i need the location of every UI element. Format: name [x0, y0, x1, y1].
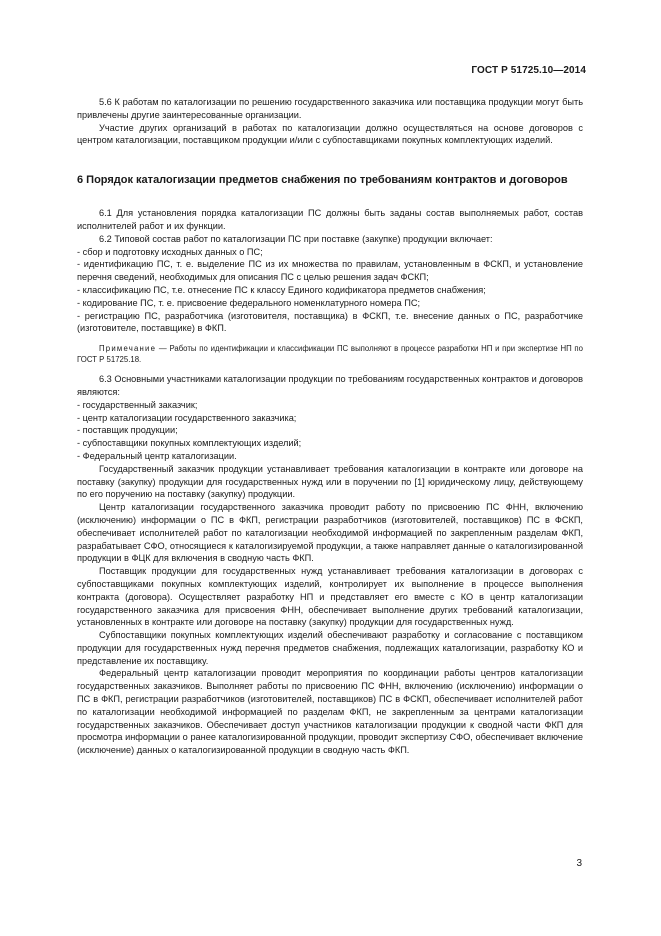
list-item: - субпоставщики покупных комплектующих изделий; — [77, 438, 302, 449]
paragraph-6-2: 6.2 Типовой состав работ по каталогизации ПС при поставке (закупке) продукции включает: — [99, 233, 493, 244]
paragraph-6-1: 6.1 Для установления порядка каталогизации ПС должны быть заданы состав выполняемых работ, состав исполнителей работ и их функции. — [77, 208, 583, 231]
note-label: Примечание — [99, 344, 157, 354]
list-item: - идентификацию ПС, т. е. выделение ПС из их множества по правилам, установленным в ФСКП, и установление перечня сведений, необходимых для описания ПС с целью решения задач ФСКП; — [77, 259, 583, 283]
list-item: - поставщик продукции; — [77, 425, 178, 436]
paragraph-subsuppliers: Субпоставщики покупных комплектующих изделий обеспечивают разработку и согласование с поставщиком продукции для государственных нужд перечня предметов снабжения, подлежащих каталогизации, разработку КО и представление их поставщику. — [77, 630, 583, 666]
paragraph-supplier: Поставщик продукции для государственных нужд устанавливает требования каталогизации в договорах с субпоставщиками покупных комплектующих изделий, контролирует их выполнение в процессе выполнения контракта (договора). Осуществляет разработку НП и представляет его вместе с КО в центр каталогизации государственного заказчика для присвоения ФНН, обеспечивает выполнение других требований каталогизации, установленных в контракте или договоре на поставку (закупку) продукции для государственных нужд. — [77, 566, 583, 628]
list-item: - регистрацию ПС, разработчика (изготовителя, поставщика) в ФСКП, т.е. внесение данных о ПС, разработчике (изготовителе, поставщике) в ФКП. — [77, 310, 583, 334]
list-item: - Федеральный центр каталогизации. — [77, 450, 237, 461]
list-item: - сбор и подготовку исходных данных о ПС; — [77, 246, 263, 257]
list-item: - классификацию ПС, т.е. отнесение ПС к классу Единого кодификатора предметов снабжения; — [77, 284, 486, 295]
list-item: - государственный заказчик; — [77, 399, 198, 410]
list-item: - центр каталогизации государственного заказчика; — [77, 412, 297, 423]
list-item: - кодирование ПС, т. е. присвоение федерального номенклатурного номера ПС; — [77, 297, 421, 308]
document-body — [77, 96, 583, 757]
section-6-title: 6 Порядок каталогизации предметов снабжения по требованиям контрактов и договоров — [77, 174, 568, 187]
page-number: 3 — [576, 858, 582, 869]
paragraph-federal-center: Федеральный центр каталогизации проводит мероприятия по координации работы центров каталогизации государственных заказчиков. Выполняет работы по присвоению ПС ФНН, включению (исключению) информации о ПС в ФКП, регистрации разработчиков (изготовителей, поставщиков) ПС в ФСКП, обеспечивает исполнителей работ по каталогизации необходимой информацией по разделам ФКП, не закрепленным за центрами каталогизации государственных заказчиков. Обеспечивает доступ участников каталогизации продукции к сводной части ФКП для просмотра информации о ранее каталогизированной продукции, проводит экспертизу СФО, обеспечивает включение (исключение) данных о каталогизированной продукции в сводную часть ФКП. — [77, 668, 583, 756]
paragraph-catalog-center: Центр каталогизации государственного заказчика проводит работу по присвоению ПС ФНН, включению (исключению) информации о ПС в ФКП, регистрации разработчиков (изготовителей, поставщиков) ПС в ФСКП, обеспечивает исполнителей работ по каталогизации необходимой информацией по закрепленным разделам ФКП, разрабатывает СФО, относящиеся к каталогизируемой продукции, а также направляет данные о каталогизированной продукции в ФЦК для включения в сводную часть ФКП. — [77, 502, 583, 564]
note — [77, 343, 583, 365]
paragraph-participation: Участие других организаций в работах по каталогизации должно осуществляться на основе договоров с центром каталогизации, поставщиком продукции и/или с субпоставщиками покупных комплектующих изделий. — [77, 122, 583, 146]
paragraph-customer: Государственный заказчик продукции устанавливает требования каталогизации в контракте или договоре на поставку (закупку) продукции для государственных нужд или в поручении по [1] юридическому лицу, действующему по его поручению на поставку (закупку) продукции. — [77, 463, 583, 500]
paragraph-6-3: 6.3 Основными участниками каталогизации продукции по требованиям государственных контрактов и договоров являются: — [77, 374, 583, 397]
document-code: ГОСТ Р 51725.10—2014 — [471, 65, 586, 76]
note-text: — Работы по идентификации и классификации ПС выполняют в процессе разработки НП и при экспертизе НП по ГОСТ Р 51725.18. — [77, 344, 583, 365]
paragraph-5-6: 5.6 К работам по каталогизации по решению государственного заказчика или поставщика продукции могут быть привлечены другие заинтересованные организации. — [77, 97, 583, 120]
